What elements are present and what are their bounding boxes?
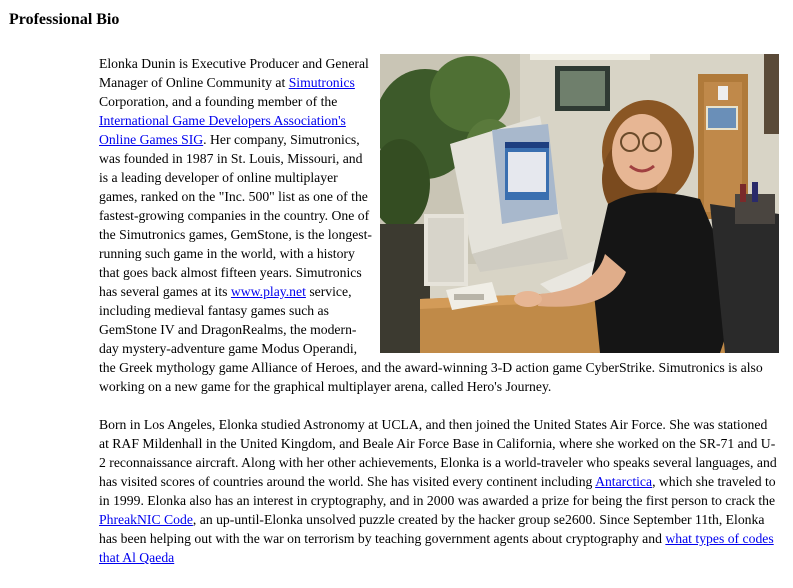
play-net-link[interactable]: www.play.net [230, 284, 306, 299]
antarctica-link[interactable]: Antarctica [595, 474, 653, 489]
bio-p1-text-4: service, including medieval fantasy games such as GemStone IV and DragonRealms, the modern-day mystery-adventure game Modus Operandi, the Greek mythology game Alliance of Heroes, and the award-winning 3-D action game CyberStrike. Simutronics is also working on a new game for the graphical multiplayer arena, called Hero's Journey. [99, 284, 763, 394]
page-title: Professional Bio [9, 11, 120, 28]
bio-p1-text-3: . Her company, Simutronics, was founded in 1987 in St. Louis, Missouri, and is a leading developer of online multiplayer games, ranked on the "Inc. 500" list as one of the fastest-growing companies in the country. One of the Simutronics games, GemStone, is the longest-running such game in the world, with a history that goes back almost fifteen years. Simutronics has several games at its [99, 132, 372, 299]
bio-p1-text-2: Corporation, and a founding member of the [99, 94, 338, 109]
bio-p2-text-1: Born in Los Angeles, Elonka studied Astronomy at UCLA, and then joined the United States Air Force. She was stationed at RAF Mildenhall in the United Kingdom, and Beale Air Force Base in California, where she worked on the SR-71 and U-2 reconnaissance aircraft. Along with her other achievements, Elonka is a world-traveler who speaks several languages, and has visited scores of countries around the world. She has visited every continent including [99, 417, 777, 489]
bio-p2-text-2: , which she traveled to in 1999. Elonka also has an interest in cryptography, and in 2000 was awarded a prize for being the first person to crack the [99, 474, 776, 508]
phreaknic-code-link[interactable]: PhreakNIC Code [99, 512, 193, 527]
al-qaeda-codes-link[interactable]: what types of codes that Al Qaeda [99, 531, 774, 565]
simutronics-link[interactable]: Simutronics [288, 75, 355, 90]
igda-online-games-sig-link[interactable]: International Game Developers Association's Online Games SIG [99, 113, 346, 147]
bio-p2-text-3: , an up-until-Elonka unsolved puzzle created by the hacker group se2600. Since September 11th, Elonka has been helping out with the war on terrorism by teaching government agents about cryptography and [99, 512, 765, 546]
bio-photo [380, 54, 779, 353]
bio-content [99, 54, 779, 567]
bio-paragraph-2 [99, 415, 779, 567]
bio-p1-text-1: Elonka Dunin is Executive Producer and General Manager of Online Community at [99, 56, 369, 90]
